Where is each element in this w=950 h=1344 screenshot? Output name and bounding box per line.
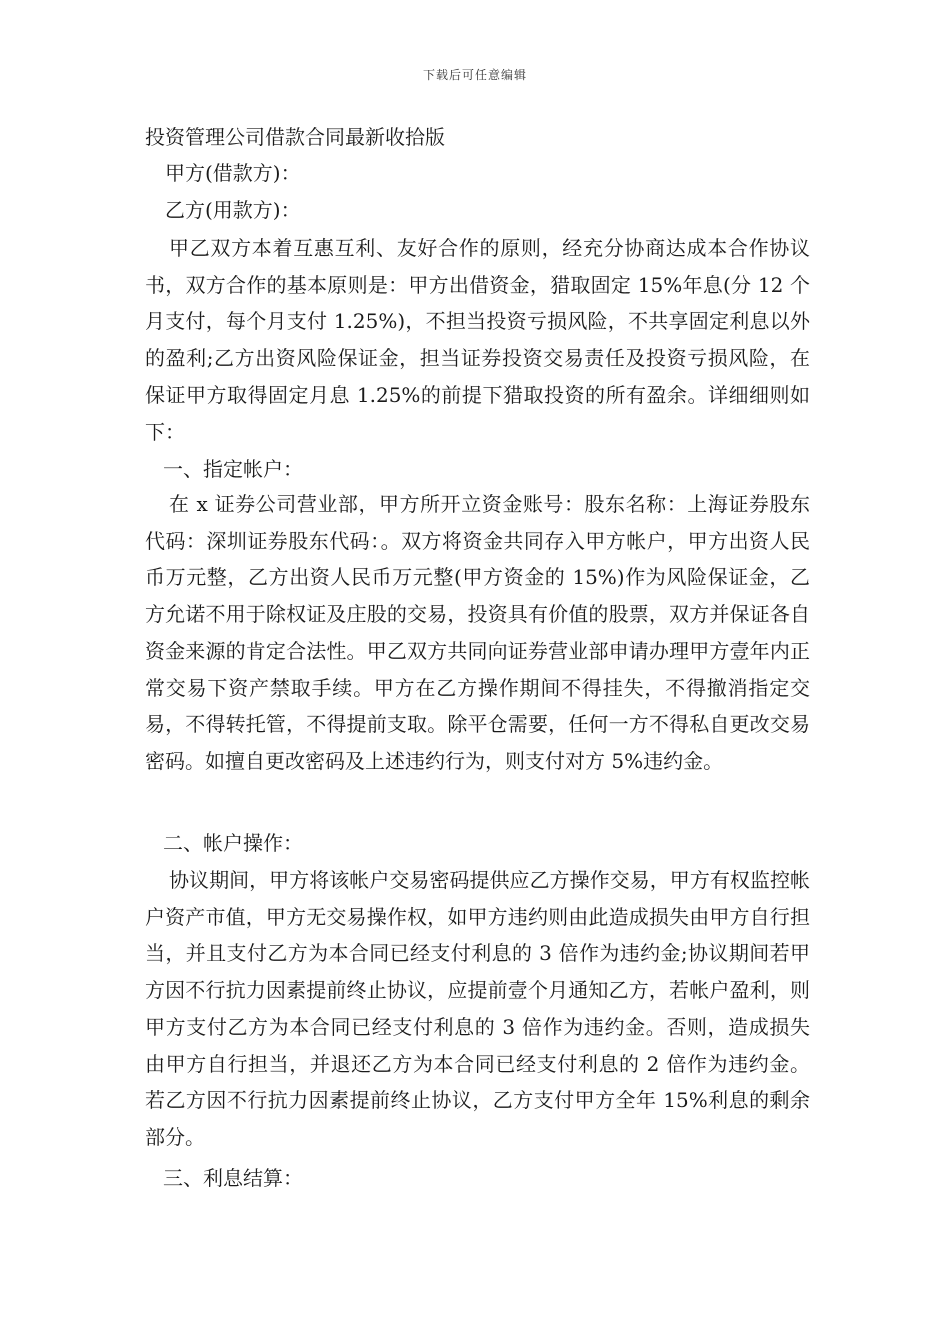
document-title: 投资管理公司借款合同最新收拾版 [145,125,445,149]
party-b-label: 乙方(用款方)： [165,198,301,222]
party-a-label: 甲方(借款方)： [165,161,301,185]
section-2-heading: 二、帐户操作： [163,831,303,855]
section-1-paragraph: 在 x 证券公司营业部，甲方所开立资金账号：股东名称：上海证券股东代码：深圳证券股东代码：。双方将资金共同存入甲方帐户，甲方出资人民币万元整，乙方出资人民币万元整(甲方资金的 15%)作为风险保证金，乙方允诺不用于除权证及庄股的交易，投资具有价值的股票，双方并保证各自资金来源的肯定合法性。甲乙双方共同向证券营业部申请办理甲方壹年内正常交易下资产禁取手续。甲方在乙方操作期间不得挂失，不得撤消指定交易，不得转托管，不得提前支取。除平仓需要，任何一方不得私自更改交易密码。如擅自更改密码及上述违约行为，则支付对方 5%违约金。 [145,492,810,773]
section-1-heading: 一、指定帐户： [163,457,303,481]
section-3-heading: 三、利息结算： [163,1166,303,1190]
intro-paragraph: 甲乙双方本着互惠互利、友好合作的原则，经充分协商达成本合作协议书，双方合作的基本原则是：甲方出借资金，猎取固定 15%年息(分 12 个月支付，每个月支付 1.25%)，不担当投资亏损风险，不共享固定利息以外的盈利;乙方出资风险保证金，担当证券投资交易责任及投资亏损风险，在保证甲方取得固定月息 1.25%的前提下猎取投资的所有盈余。详细细则如下： [145,236,810,444]
section-2-paragraph: 协议期间，甲方将该帐户交易密码提供应乙方操作交易，甲方有权监控帐户资产市值，甲方无交易操作权，如甲方违约则由此造成损失由甲方自行担当，并且支付乙方为本合同已经支付利息的 3 倍作为违约金;协议期间若甲方因不行抗力因素提前终止协议，应提前壹个月通知乙方，若帐户盈利，则甲方支付乙方为本合同已经支付利息的 3 倍作为违约金。否则，造成损失由甲方自行担当，并退还乙方为本合同已经支付利息的 2 倍作为违约金。若乙方因不行抗力因素提前终止协议，乙方支付甲方全年 15%利息的剩余部分。 [145,868,810,1149]
header-note: 下载后可任意编辑 [422,68,527,82]
